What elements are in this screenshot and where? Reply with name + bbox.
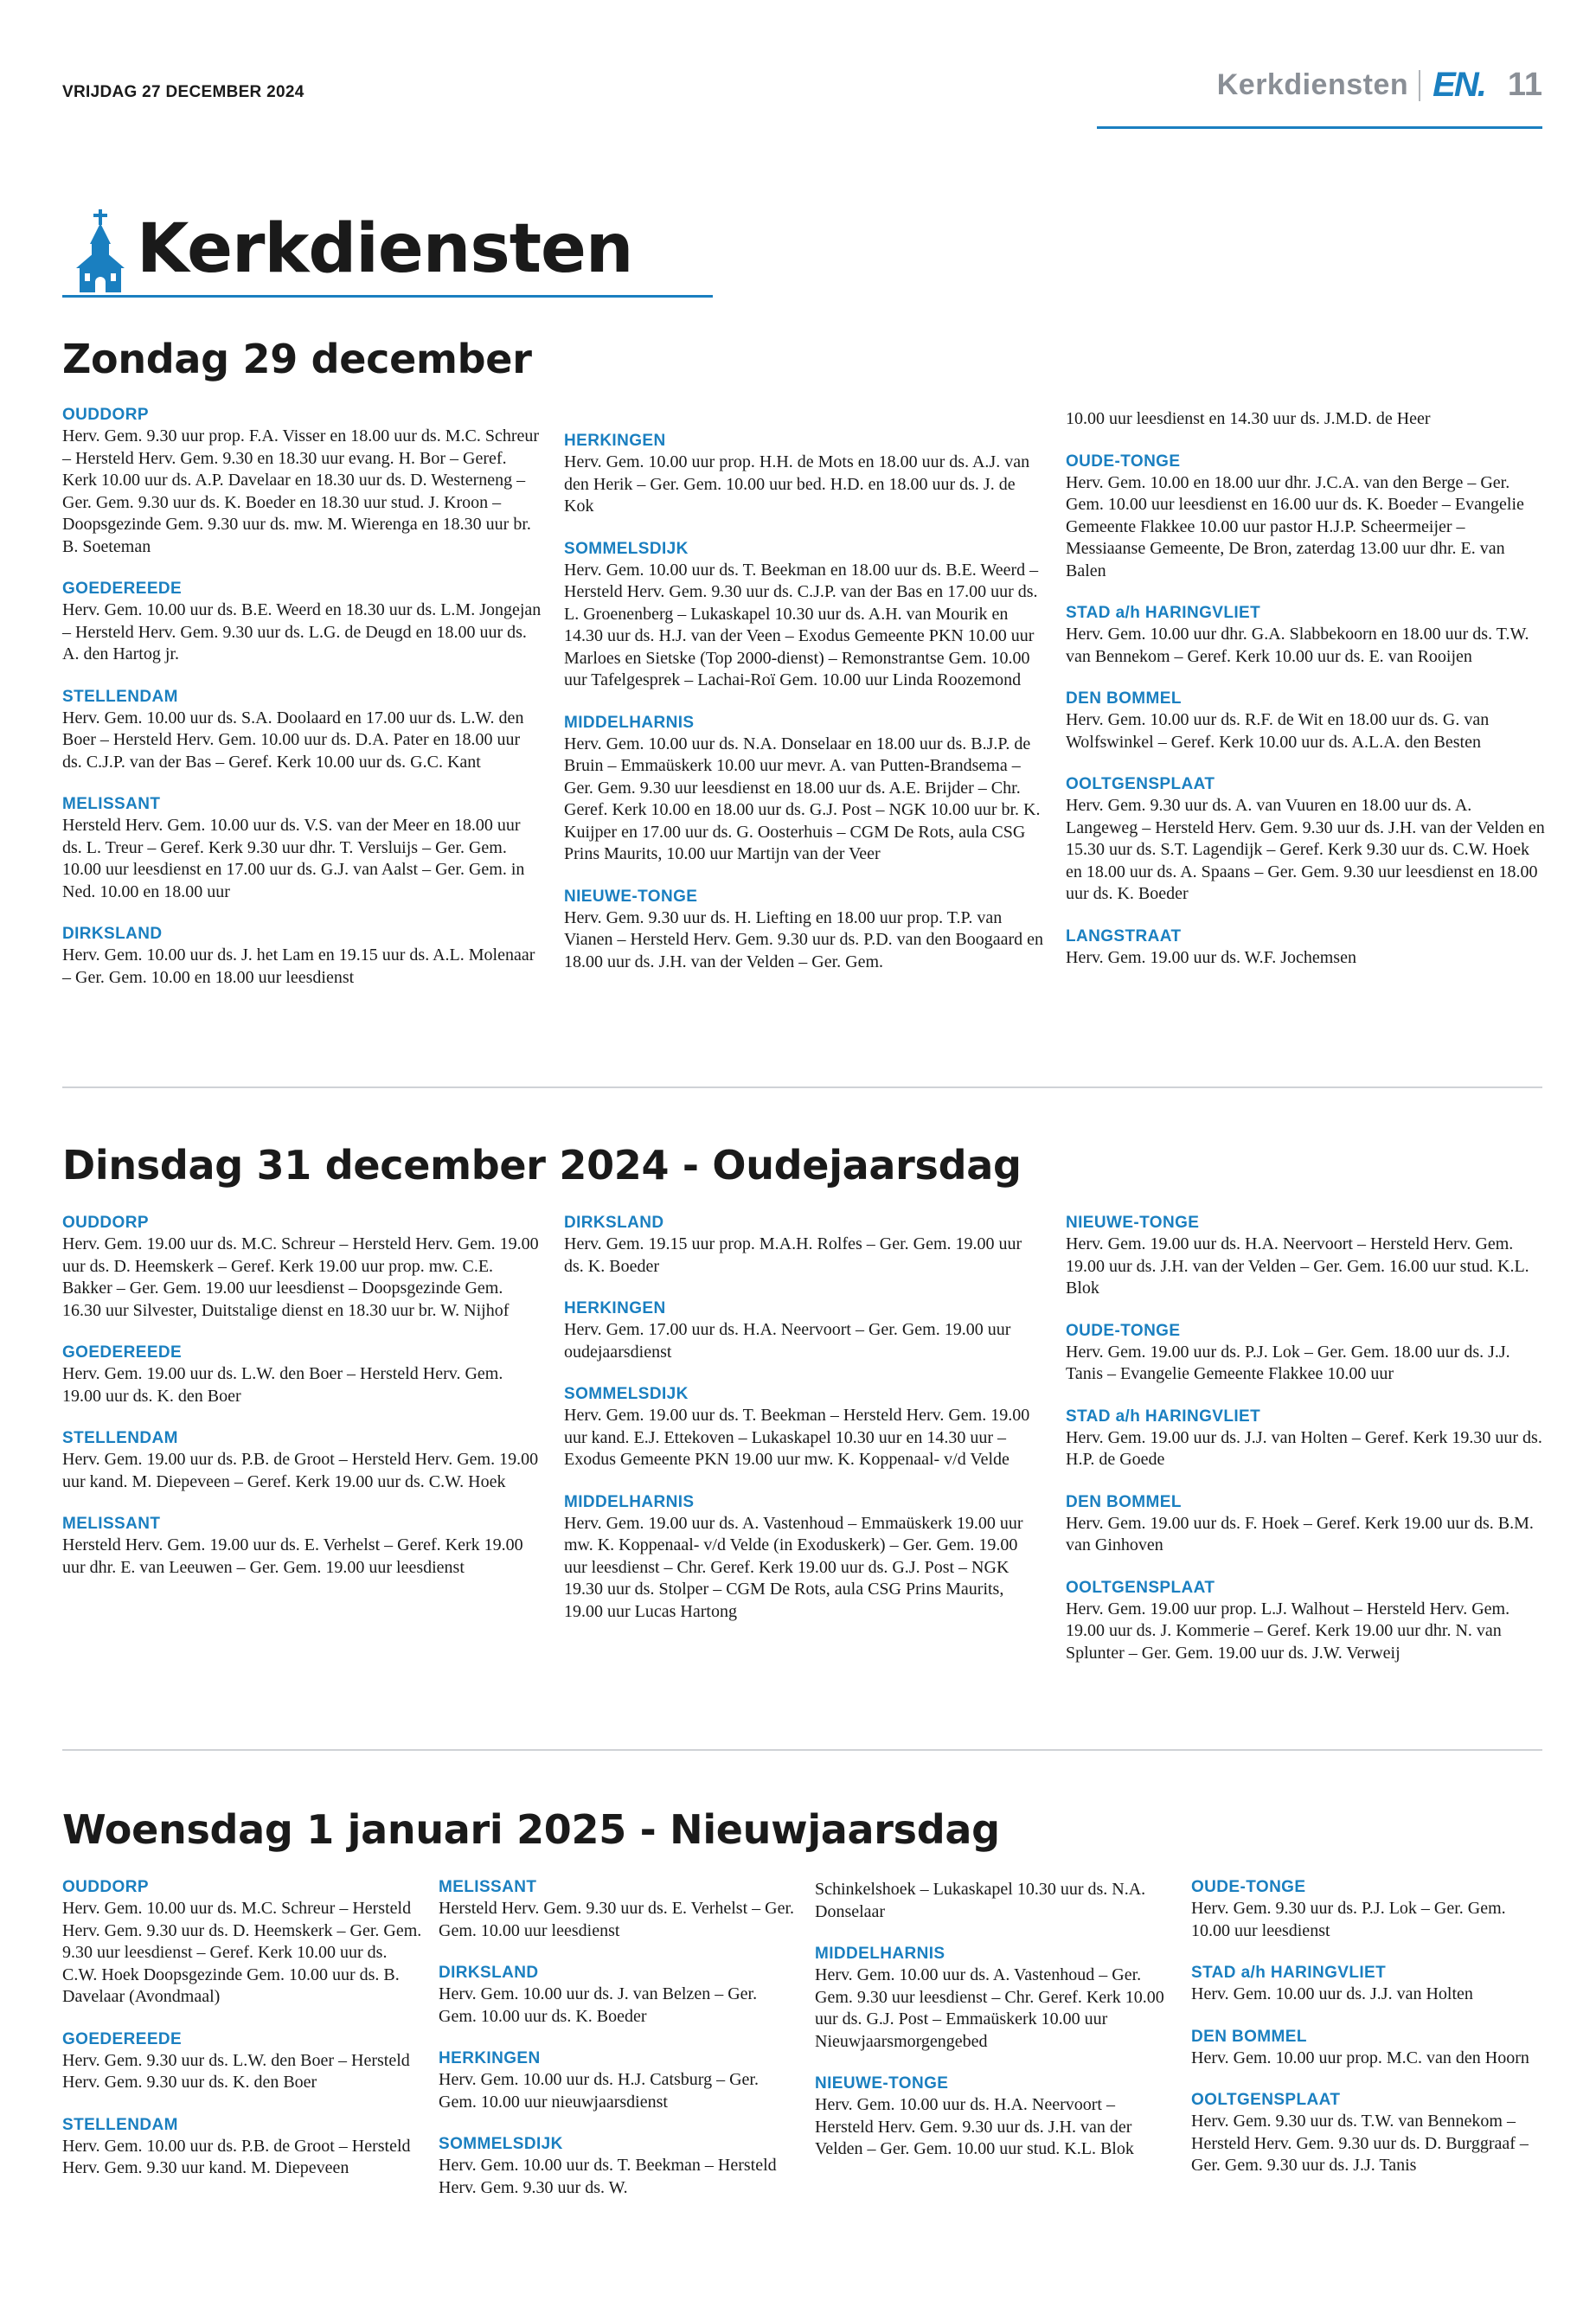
place-name: DIRKSLAND: [564, 1214, 664, 1232]
day-column: [1066, 408, 1546, 990]
continued-text: Schinkelshoek – Lukaskapel 10.30 uur ds. N.A. Donselaar: [815, 1880, 1146, 1921]
service-text: Herv. Gem. 10.00 uur ds. J. van Belzen – Ger. Gem. 10.00 uur ds. K. Boeder: [439, 1984, 758, 2026]
day-heading: Zondag 29 december: [62, 336, 532, 382]
header-rule: [1097, 126, 1542, 129]
place-name: MELISSANT: [62, 795, 161, 813]
place-name: OUDE-TONGE: [1191, 1878, 1306, 1896]
service-entry: [62, 405, 542, 558]
service-entry: [1191, 2027, 1546, 2070]
service-text: Herv. Gem. 10.00 uur ds. T. Beekman – Hersteld Herv. Gem. 9.30 uur ds. W.: [439, 2156, 777, 2197]
place-name: DEN BOMMEL: [1066, 689, 1182, 708]
service-text: Herv. Gem. 10.00 uur ds. J. het Lam en 19.15 uur ds. A.L. Molenaar – Ger. Gem. 10.00 en 18.00 uur leesdienst: [62, 945, 535, 987]
service-text: Herv. Gem. 10.00 uur ds. H.A. Neervoort – Hersteld Herv. Gem. 9.30 uur ds. J.H. van der Velden – Ger. Gem. 10.00 uur stud. K.L. Blok: [815, 2095, 1134, 2158]
place-name: DIRKSLAND: [439, 1964, 539, 1982]
header-separator: [1419, 70, 1420, 101]
service-entry: [815, 1944, 1175, 2053]
masthead: [62, 208, 713, 298]
place-name: GOEDEREEDE: [62, 2029, 183, 2048]
service-text: Herv. Gem. 10.00 uur ds. M.C. Schreur – Hersteld Herv. Gem. 9.30 uur ds. D. Heemskerk – Ger. Gem. 9.30 uur leesdienst – Geref. Kerk 10.00 uur ds. C.W. Hoek Doopsgezinde Gem. 10.00 uur ds. B. Davelaar (Avondmaal): [62, 1899, 422, 2006]
church-icon: [74, 209, 128, 292]
day-column: [564, 1213, 1044, 1644]
day-column: [62, 1213, 542, 1599]
service-text: Herv. Gem. 10.00 uur ds. H.J. Catsburg – Ger. Gem. 10.00 uur nieuwjaarsdienst: [439, 2070, 759, 2112]
place-name: STELLENDAM: [62, 2115, 178, 2134]
service-entry: [1191, 1963, 1546, 2006]
page-title: Kerkdiensten: [137, 210, 633, 288]
service-text: Herv. Gem. 10.00 uur ds. B.E. Weerd en 18.30 uur ds. L.M. Jongejan – Hersteld Herv. Gem. 9.30 uur ds. L.G. de Deugd en 18.00 uur ds. A. den Hartog jr.: [62, 600, 542, 663]
place-name: DIRKSLAND: [62, 925, 163, 943]
day-heading: Dinsdag 31 december 2024 - Oudejaarsdag: [62, 1142, 1022, 1189]
service-entry: [1066, 774, 1546, 906]
service-entry: [564, 539, 1044, 692]
service-entry: [62, 1428, 542, 1493]
place-name: HERKINGEN: [564, 432, 666, 450]
day-column: [1066, 1213, 1546, 1685]
place-name: MIDDELHARNIS: [564, 1492, 695, 1511]
place-name: STAD a/h HARINGVLIET: [1191, 1964, 1387, 1982]
service-entry: [62, 1343, 542, 1407]
day-column: [439, 1877, 798, 2220]
service-text: Herv. Gem. 19.00 uur ds. J.J. van Holten – Geref. Kerk 19.30 uur ds. H.P. de Goede: [1066, 1427, 1542, 1469]
service-entry: [439, 1877, 798, 1942]
service-text: Herv. Gem. 10.00 uur ds. J.J. van Holten: [1191, 1984, 1473, 2003]
service-entry: [1066, 1578, 1546, 1665]
place-name: OUDDORP: [62, 1214, 149, 1232]
service-entry: [1066, 603, 1546, 668]
service-text: Herv. Gem. 19.00 uur ds. F. Hoek – Geref. Kerk 19.00 uur ds. B.M. van Ginhoven: [1066, 1513, 1534, 1554]
service-entry: [62, 1877, 422, 2009]
service-text: Herv. Gem. 10.00 uur ds. S.A. Doolaard en 17.00 uur ds. L.W. den Boer – Hersteld Herv. Gem. 10.00 uur ds. D.A. Pater en 18.00 uur ds. C.J.P. van der Bas – Geref. Kerk 10.00 uur ds. G.C. Kant: [62, 708, 524, 772]
day-column: [62, 1877, 422, 2201]
service-text: Herv. Gem. 19.00 uur ds. L.W. den Boer – Hersteld Herv. Gem. 19.00 uur ds. K. den Boer: [62, 1364, 503, 1406]
service-text: Herv. Gem. 9.30 uur ds. H. Liefting en 18.00 uur prop. T.P. van Vianen – Hersteld Herv. Gem. 9.30 uur ds. P.D. van den Boogaard en 18.00 uur ds. J.H. van der Velden – Ger. Gem.: [564, 907, 1044, 971]
day-column: [564, 431, 1044, 994]
service-text: Herv. Gem. 19.00 uur ds. A. Vastenhoud – Emmaüskerk 19.00 uur mw. K. Koppenaal- v/d Velde (in Exoduskerk) – Ger. Gem. 19.00 uur leesdienst – Chr. Geref. Kerk 19.00 uur ds. G.J. Post – NGK 19.30 uur ds. Stolper – CGM De Rots, aula CSG Prins Maurits, 19.00 uur Lucas Hartong: [564, 1513, 1023, 1621]
service-entry: [564, 1298, 1044, 1363]
service-text: Herv. Gem. 10.00 uur prop. M.C. van den Hoorn: [1191, 2048, 1529, 2067]
service-entry: [62, 2115, 422, 2180]
day-column: [62, 405, 542, 1009]
place-name: NIEUWE-TONGE: [815, 2074, 949, 2093]
masthead-rule: [62, 295, 713, 298]
service-text: Herv. Gem. 10.00 uur dhr. G.A. Slabbekoorn en 18.00 uur ds. T.W. van Bennekom – Geref. Kerk 10.00 uur ds. E. van Rooijen: [1066, 625, 1529, 666]
service-entry: [1066, 1492, 1546, 1557]
place-name: HERKINGEN: [564, 1299, 666, 1317]
service-entry: [1066, 452, 1546, 583]
service-entry: [815, 2073, 1175, 2161]
service-entry: [62, 1514, 542, 1579]
service-text: Herv. Gem. 10.00 uur ds. T. Beekman en 18.00 uur ds. B.E. Weerd – Hersteld Herv. Gem. 9.30 uur ds. C.J.P. van der Bas en 17.00 uur ds. L. Groenenberg – Lukaskapel 10.30 uur ds. A.H. van Mourik en 14.30 uur ds. H.J. van der Veen – Exodus Gemeente PKN 10.00 uur Marloes en Sietske (Top 2000-dienst) – Remonstrantse Gem. 10.00 uur Tafelgesprek – Lachai-Roï Gem. 10.00 uur Linda Roozemond: [564, 560, 1039, 689]
place-name: DEN BOMMEL: [1066, 1492, 1182, 1511]
service-text: Herv. Gem. 10.00 uur prop. H.H. de Mots en 18.00 uur ds. A.J. van den Herik – Ger. Gem. 10.00 uur bed. H.D. en 18.00 uur ds. J. de Kok: [564, 452, 1030, 516]
service-entry: [1066, 689, 1546, 753]
section-name: Kerkdiensten: [1216, 68, 1409, 101]
day-heading: Woensdag 1 januari 2025 - Nieuwjaarsdag: [62, 1806, 1000, 1853]
service-entry: [1066, 926, 1546, 970]
day-column: [815, 1879, 1175, 2182]
place-name: SOMMELSDIJK: [439, 2135, 563, 2153]
place-name: STELLENDAM: [62, 687, 178, 706]
service-entry: [62, 687, 542, 774]
service-text: Herv. Gem. 10.00 uur ds. R.F. de Wit en 18.00 uur ds. G. van Wolfswinkel – Geref. Kerk 10.00 uur ds. A.L.A. den Besten: [1066, 710, 1490, 752]
service-entry: [564, 887, 1044, 974]
service-entry: [1066, 1321, 1546, 1386]
service-text: Herv. Gem. 19.00 uur ds. P.J. Lok – Ger. Gem. 18.00 uur ds. J.J. Tanis – Evangelie Gemeente Flakkee 10.00 uur: [1066, 1342, 1510, 1383]
service-entry: [439, 1963, 798, 2028]
service-text: Herv. Gem. 9.30 uur prop. F.A. Visser en 18.00 uur ds. M.C. Schreur – Hersteld Herv. Gem. 9.30 en 18.30 uur evang. H. Bor – Geref. Kerk 10.00 uur ds. A.P. Davelaar en 18.30 uur ds. D. Westerneng – Ger. Gem. 9.30 uur ds. K. Boeder en 18.30 uur stud. J. Kroon – Doopsgezinde Gem. 9.30 uur ds. mw. M. Wierenga en 18.30 uur br. B. Soeteman: [62, 426, 540, 556]
service-text: Hersteld Herv. Gem. 19.00 uur ds. E. Verhelst – Geref. Kerk 19.00 uur dhr. E. van Leeuwen – Ger. Gem. 19.00 uur leesdienst: [62, 1535, 523, 1577]
place-name: OUDE-TONGE: [1066, 452, 1181, 471]
issue-date: VRIJDAG 27 DECEMBER 2024: [62, 83, 304, 101]
service-text: Herv. Gem. 10.00 uur ds. N.A. Donselaar en 18.00 uur ds. B.J.P. de Bruin – Emmaüskerk 10.00 uur mevr. A. van Putten-Brandsema – Ger. Gem. 9.30 uur leesdienst en 18.00 uur ds. A.E. Brijder – Chr. Geref. Kerk 10.00 en 18.00 uur ds. G.J. Post – NGK 10.00 uur br. K. Kuijper en 17.00 uur ds. G. Oosterhuis – CGM De Rots, aula CSG Prins Maurits, 10.00 uur Martijn van der Veer: [564, 734, 1041, 863]
place-name: SOMMELSDIJK: [564, 1385, 689, 1403]
service-text: Herv. Gem. 19.00 uur prop. L.J. Walhout – Hersteld Herv. Gem. 19.00 uur ds. J. Kommerie – Geref. Kerk 19.00 uur dhr. N. van Splunter – Ger. Gem. 19.00 uur ds. J.W. Verweij: [1066, 1599, 1510, 1663]
service-text: Hersteld Herv. Gem. 9.30 uur ds. E. Verhelst – Ger. Gem. 10.00 uur leesdienst: [439, 1899, 795, 1940]
section-divider: [62, 1749, 1542, 1751]
service-entry: [564, 1492, 1044, 1624]
place-name: NIEUWE-TONGE: [1066, 1214, 1200, 1232]
section-divider: [62, 1086, 1542, 1088]
service-text: Herv. Gem. 9.30 uur ds. L.W. den Boer – Hersteld Herv. Gem. 9.30 uur ds. K. den Boer: [62, 2050, 410, 2092]
place-name: STAD a/h HARINGVLIET: [1066, 604, 1261, 622]
service-entry: [439, 2048, 798, 2113]
service-entry: [62, 579, 542, 666]
service-text: Herv. Gem. 9.30 uur ds. A. van Vuuren en 18.00 uur ds. A. Langeweg – Hersteld Herv. Gem. 9.30 uur ds. J.H. van der Velden en 15.30 uur ds. S.T. Lagendijk – Geref. Kerk 9.30 uur ds. C.W. Hoek en 18.00 uur ds. A. Spaans – Ger. Gem. 9.30 uur leesdienst en 18.00 uur ds. K. Boeder: [1066, 796, 1545, 903]
service-text: Herv. Gem. 9.30 uur ds. T.W. van Bennekom – Hersteld Herv. Gem. 9.30 uur ds. D. Burggraaf – Ger. Gem. 9.30 uur ds. J.J. Tanis: [1191, 2112, 1529, 2175]
service-text: Herv. Gem. 19.00 uur ds. P.B. de Groot – Hersteld Herv. Gem. 19.00 uur kand. M. Diepeveen – Geref. Kerk 19.00 uur ds. C.W. Hoek: [62, 1450, 539, 1491]
place-name: OOLTGENSPLAAT: [1066, 775, 1215, 793]
page-header: [1217, 66, 1542, 105]
service-text: Herv. Gem. 19.15 uur prop. M.A.H. Rolfes – Ger. Gem. 19.00 uur ds. K. Boeder: [564, 1234, 1022, 1276]
service-text: Herv. Gem. 19.00 uur ds. H.A. Neervoort – Hersteld Herv. Gem. 19.00 uur ds. J.H. van der Velden – Ger. Gem. 16.00 uur stud. K.L. Blok: [1066, 1234, 1529, 1298]
service-entry: [564, 713, 1044, 866]
place-name: STELLENDAM: [62, 1429, 178, 1447]
service-text: Herv. Gem. 17.00 uur ds. H.A. Neervoort – Ger. Gem. 19.00 uur oudejaarsdienst: [564, 1320, 1011, 1362]
service-text: Herv. Gem. 10.00 uur ds. A. Vastenhoud – Ger. Gem. 9.30 uur leesdienst – Chr. Geref. Kerk 10.00 uur ds. G.J. Post – Emmaüskerk 10.00 uur Nieuwjaarsmorgengebed: [815, 1965, 1164, 2051]
newspaper-logo: EN.: [1433, 66, 1485, 104]
service-text: Herv. Gem. 10.00 uur ds. P.B. de Groot – Hersteld Herv. Gem. 9.30 uur kand. M. Diepeveen: [62, 2136, 411, 2177]
service-entry: [62, 2029, 422, 2094]
place-name: MIDDELHARNIS: [564, 713, 695, 732]
service-entry: [1066, 1213, 1546, 1300]
place-name: SOMMELSDIJK: [564, 539, 689, 558]
place-name: OUDDORP: [62, 1878, 149, 1896]
place-name: OUDDORP: [62, 406, 149, 424]
service-entry: [564, 1213, 1044, 1278]
day-column: [1191, 1877, 1546, 2198]
place-name: OOLTGENSPLAAT: [1191, 2091, 1341, 2109]
service-entry: [62, 794, 542, 903]
service-text: Herv. Gem. 19.00 uur ds. M.C. Schreur – Hersteld Herv. Gem. 19.00 uur ds. D. Heemskerk – Geref. Kerk 19.00 uur prop. mw. C.E. Bakker – Ger. Gem. 19.00 uur leesdienst – Doopsgezinde Gem. 16.30 uur Silvester, Duitstalige dienst en 18.30 uur br. W. Nijhof: [62, 1234, 539, 1320]
place-name: GOEDEREEDE: [62, 580, 183, 598]
service-entry: [439, 2134, 798, 2199]
service-entry: [62, 924, 542, 989]
place-name: HERKINGEN: [439, 2049, 541, 2067]
service-entry: [564, 431, 1044, 518]
service-text: Hersteld Herv. Gem. 10.00 uur ds. V.S. van der Meer en 18.00 uur ds. L. Treur – Geref. Kerk 9.30 uur dhr. T. Versluijs – Ger. Gem. 10.00 uur leesdienst en 17.00 uur ds. G.J. van Aalst – Ger. Gem. in Ned. 10.00 en 18.00 uur: [62, 816, 525, 901]
place-name: LANGSTRAAT: [1066, 926, 1182, 945]
place-name: GOEDEREEDE: [62, 1343, 183, 1362]
service-text: Herv. Gem. 19.00 uur ds. W.F. Jochemsen: [1066, 947, 1356, 967]
page-number: 11: [1507, 67, 1542, 103]
service-entry: [1066, 1407, 1546, 1471]
place-name: MELISSANT: [439, 1878, 537, 1896]
service-text: Herv. Gem. 19.00 uur ds. T. Beekman – Hersteld Herv. Gem. 19.00 uur kand. E.J. Ettekoven – Lukaskapel 10.30 uur en 14.30 uur – Exodus Gemeente PKN 19.00 uur mw. K. Koppenaal- v/d Velde: [564, 1406, 1030, 1469]
place-name: MIDDELHARNIS: [815, 1945, 945, 1963]
place-name: NIEUWE-TONGE: [564, 887, 698, 906]
service-entry: [564, 1384, 1044, 1471]
service-text: Herv. Gem. 10.00 en 18.00 uur dhr. J.C.A. van den Berge – Ger. Gem. 10.00 uur leesdienst en 16.00 uur ds. K. Boeder – Evangelie Gemeente Flakkee 10.00 uur pastor H.J.P. Scheermeijer – Messiaanse Gemeente, De Bron, zaterdag 13.00 uur dhr. E. van Balen: [1066, 472, 1524, 580]
service-entry: [62, 1213, 542, 1322]
continued-text: 10.00 uur leesdienst en 14.30 uur ds. J.M.D. de Heer: [1066, 409, 1431, 428]
place-name: MELISSANT: [62, 1515, 161, 1533]
service-text: Herv. Gem. 9.30 uur ds. P.J. Lok – Ger. Gem. 10.00 uur leesdienst: [1191, 1899, 1506, 1940]
service-entry: [1191, 2090, 1546, 2177]
service-entry: [1191, 1877, 1546, 1942]
place-name: DEN BOMMEL: [1191, 2027, 1307, 2046]
place-name: OOLTGENSPLAAT: [1066, 1578, 1215, 1597]
place-name: OUDE-TONGE: [1066, 1321, 1181, 1340]
place-name: STAD a/h HARINGVLIET: [1066, 1407, 1261, 1426]
